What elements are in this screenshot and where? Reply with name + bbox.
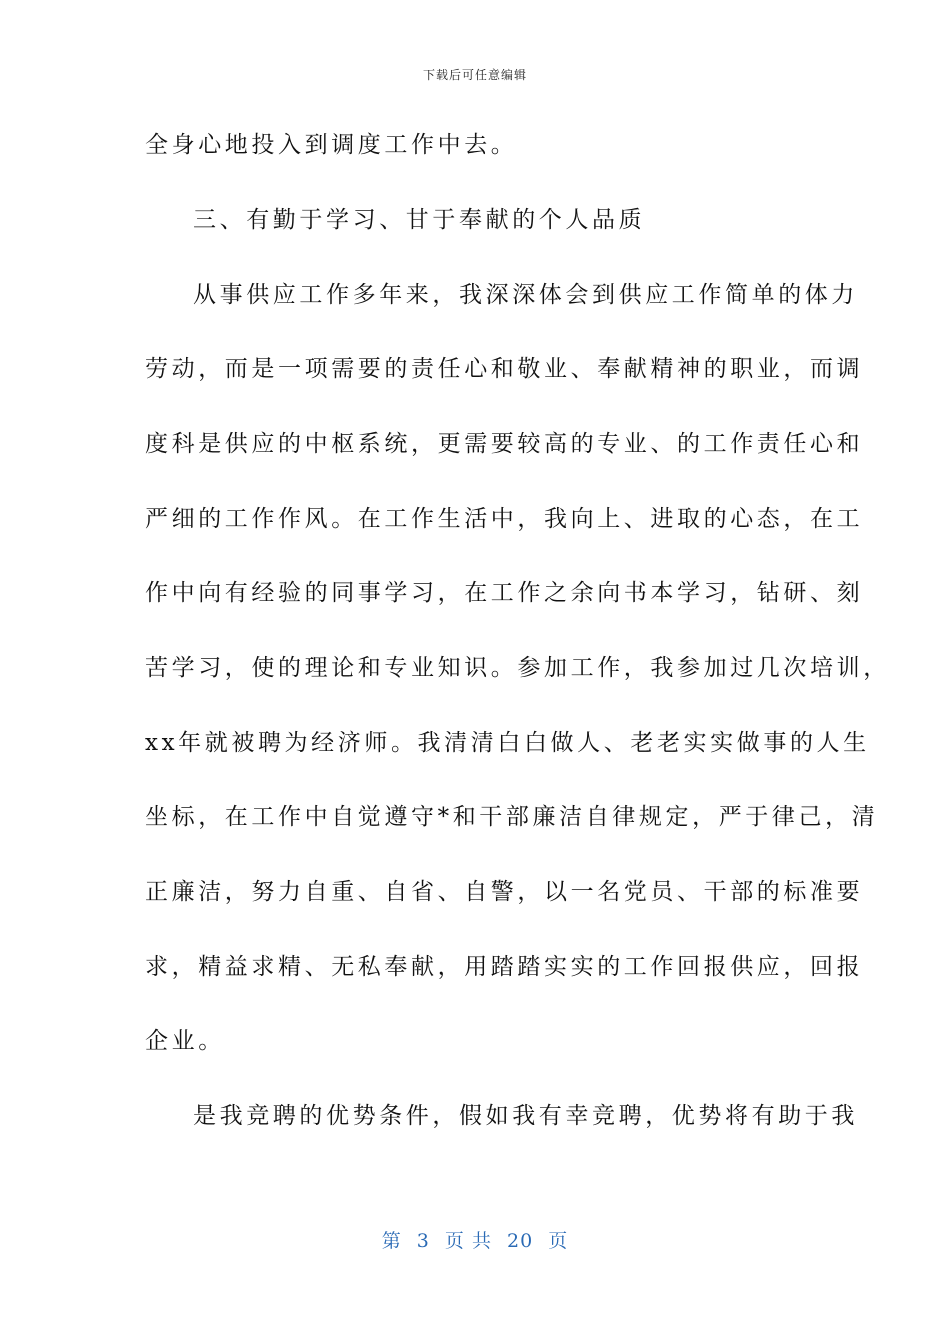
body-line: 严细的工作作风。在工作生活中，我向上、进取的心态，在工 (145, 506, 864, 532)
body-line: 劳动，而是一项需要的责任心和敬业、奉献精神的职业，而调 (145, 356, 864, 382)
body-line: 坐标，在工作中自觉遵守*和干部廉洁自律规定，严于律己，清 (145, 804, 879, 830)
section-heading: 三、有勤于学习、甘于奉献的个人品质 (193, 207, 646, 233)
body-line: xx年就被聘为经济师。我清清白白做人、老老实实做事的人生 (145, 730, 870, 756)
page-header: 下载后可任意编辑 (422, 68, 527, 82)
footer-prefix: 第 (381, 1230, 402, 1252)
body-line: 度科是供应的中枢系统，更需要较高的专业、的工作责任心和 (145, 431, 864, 457)
body-line: 作中向有经验的同事学习，在工作之余向书本学习，钻研、刻 (145, 580, 864, 606)
current-page-number: 3 (416, 1230, 430, 1252)
body-line: 全身心地投入到调度工作中去。 (145, 132, 518, 158)
footer-suffix: 页 (548, 1230, 569, 1252)
body-line: 苦学习，使的理论和专业知识。参加工作，我参加过几次培训， (145, 655, 890, 681)
body-line: 求，精益求精、无私奉献，用踏踏实实的工作回报供应，回报 (145, 954, 864, 980)
total-page-count: 20 (507, 1230, 534, 1252)
footer-middle: 页 共 (444, 1230, 492, 1252)
body-line: 正廉洁，努力自重、自省、自警，以一名党员、干部的标准要 (145, 879, 864, 905)
body-line: 企业。 (145, 1028, 225, 1054)
body-line: 是我竞聘的优势条件，假如我有幸竞聘，优势将有助于我 (193, 1103, 858, 1129)
page-footer (0, 1226, 950, 1253)
body-line: 从事供应工作多年来，我深深体会到供应工作简单的体力 (193, 282, 858, 308)
